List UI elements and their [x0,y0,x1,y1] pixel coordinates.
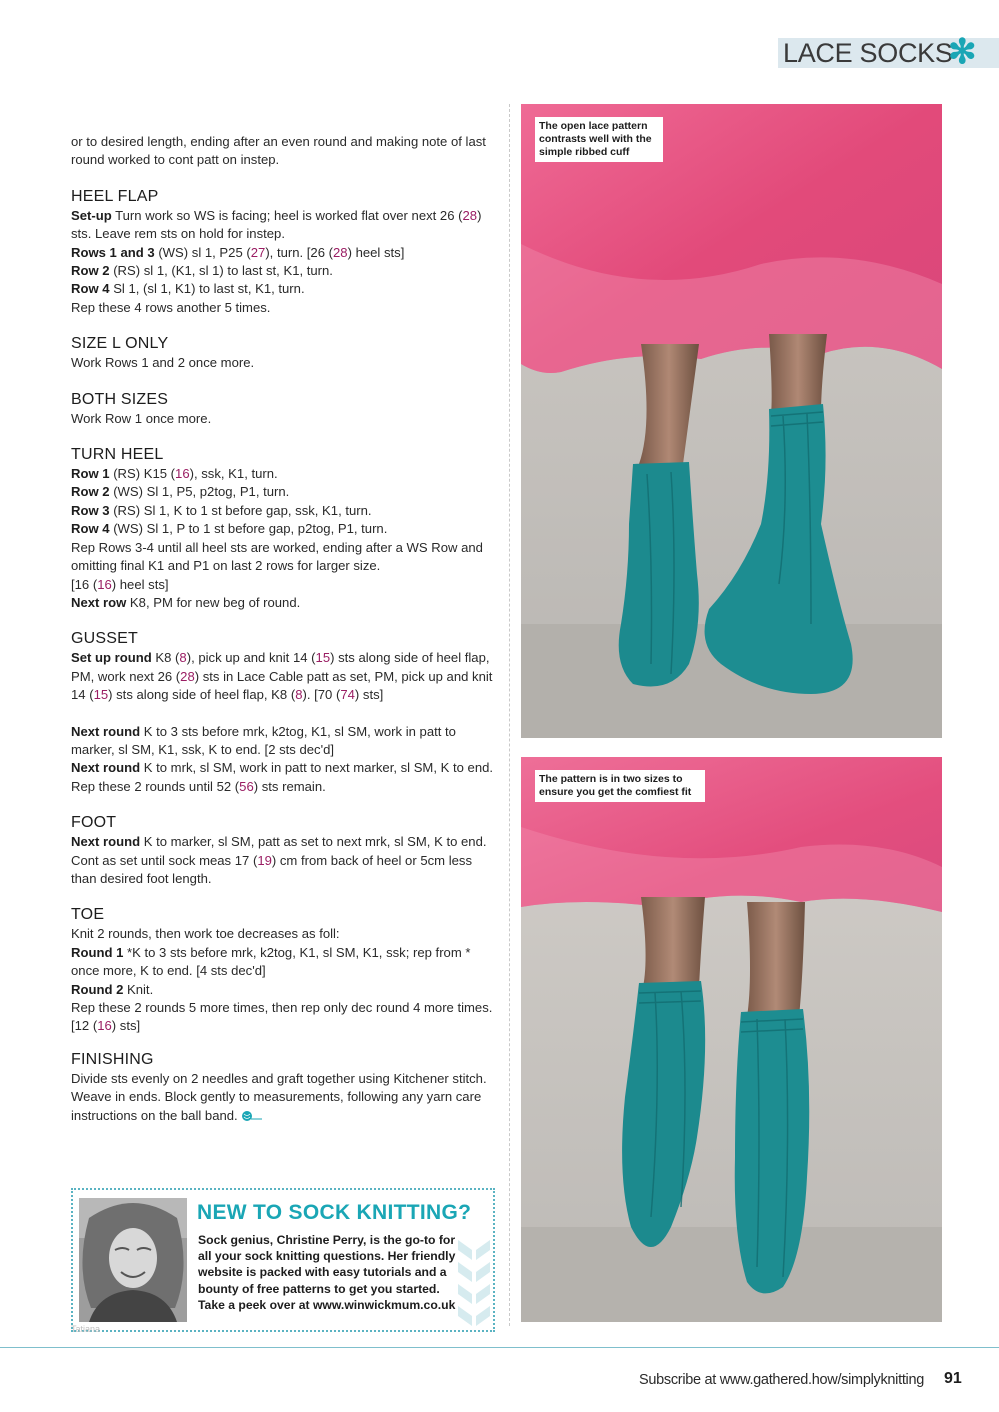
turn-heel-row-4: Row 4 (WS) Sl 1, P to 1 st before gap, p2tog, P1, turn. [71,521,388,537]
heel-flap-section [71,187,496,317]
sock-photo-front [521,104,942,738]
sock-photo-back [521,757,942,1322]
toe-round-1: Round 1 *K to 3 sts before mrk, k2tog, K1, sl SM, K1, ssk; rep from * once more, K to end. [4 sts dec'd] [71,944,471,979]
subscribe-link[interactable]: Subscribe at www.gathered.how/simplyknitting [639,1372,924,1388]
finishing-heading: FINISHING [71,1050,154,1068]
heel-flap-row-2: Row 2 (RS) sl 1, (K1, sl 1) to last st, K1, turn. [71,263,333,279]
turn-heel-section [71,445,496,612]
photo-credit: Tatiana [71,1324,101,1334]
turn-heel-next-row: Next row K8, PM for new beg of round. [71,594,301,610]
turn-heel-count: [16 (16) heel sts] [71,576,169,592]
promo-title: NEW TO SOCK KNITTING? [197,1201,472,1224]
finishing-section [71,1050,496,1127]
turn-heel-row-3: Row 3 (RS) Sl 1, K to 1 st before gap, ssk, K1, turn. [71,502,372,518]
gusset-section [71,629,496,796]
size-l-text: Work Rows 1 and 2 once more. [71,355,255,371]
toe-section [71,905,496,1035]
footer-rule [0,1347,999,1348]
heel-flap-row-4: Row 4 Sl 1, (sl 1, K1) to last st, K1, turn. [71,281,305,297]
column-divider [509,104,510,1326]
heel-flap-setup: Set-up Turn work so WS is facing; heel is worked flat over next 26 (28) sts. Leave rem sts on hold for instep. [71,207,482,242]
photo-caption-2: The pattern is in two sizes to ensure you get the comfiest fit [535,770,705,802]
both-sizes-text: Work Row 1 once more. [71,410,212,426]
promo-box [71,1188,495,1332]
foot-section [71,813,496,888]
finishing-text: Divide sts evenly on 2 needles and graft together using Kitchener stitch. Weave in ends. Block gently to measurements, following any yarn care instructions on the ball band. [71,1070,496,1127]
both-sizes-section [71,390,496,428]
page-number: 91 [944,1370,962,1387]
christine-perry-portrait [79,1198,187,1322]
gusset-next-round-1: Next round K to 3 sts before mrk, k2tog, K1, sl SM, work in patt to marker, sl SM, K1, ssk, K to end. [2 sts dec'd] [71,723,456,757]
toe-heading: TOE [71,906,105,924]
gusset-heading: GUSSET [71,630,138,648]
knit-stitch-icon [456,1240,492,1328]
both-sizes-heading: BOTH SIZES [71,390,169,408]
toe-round-2: Round 2 Knit. [71,981,154,997]
section-title: LACE SOCKS [783,38,953,68]
yarn-ball-icon [241,1109,263,1127]
heel-flap-repeat: Rep these 4 rows another 5 times. [71,299,271,315]
gusset-setup: Set up round K8 (8), pick up and knit 14 (15) sts along side of heel flap, PM, work next 26 (28) sts in Lace Cable patt as set, PM, pick up and knit 14 (15) sts along side of heel flap, K8 (8). [70 (74) sts] [71,650,493,703]
size-l-section [71,334,496,372]
photo-caption-1: The open lace pattern contrasts well with the simple ribbed cuff [535,117,663,162]
foot-continue: Cont as set until sock meas 17 (19) cm from back of heel or 5cm less than desired foot length. [71,852,472,886]
foot-next-round: Next round K to marker, sl SM, patt as set to next mrk, sl SM, K to end. [71,834,487,850]
turn-heel-row-1: Row 1 (RS) K15 (16), ssk, K1, turn. [71,466,278,482]
toe-repeat: Rep these 2 rounds 5 more times, then rep only dec round 4 more times. [12 (16) sts] [71,1000,493,1034]
heel-flap-rows-1-3: Rows 1 and 3 (WS) sl 1, P25 (27), turn. [26 (28) heel sts] [71,244,405,260]
toe-intro: Knit 2 rounds, then work toe decreases as foll: [71,926,340,942]
size-l-heading: SIZE L ONLY [71,335,169,353]
heel-flap-heading: HEEL FLAP [71,187,159,205]
turn-heel-row-2: Row 2 (WS) Sl 1, P5, p2tog, P1, turn. [71,484,290,500]
gusset-next-round-2: Next round K to mrk, sl SM, work in patt to next marker, sl SM, K to end. [71,760,494,776]
foot-heading: FOOT [71,814,117,832]
turn-heel-repeat: Rep Rows 3-4 until all heel sts are worked, ending after a WS Row and omitting final K1 and P1 on last 2 rows for larger size. [71,539,483,574]
gusset-repeat: Rep these 2 rounds until 52 (56) sts remain. [71,778,326,794]
asterisk-icon: ✻ [948,33,977,71]
pattern-column [71,133,496,1127]
turn-heel-heading: TURN HEEL [71,446,164,464]
intro-text: or to desired length, ending after an even round and making note of last round worked to cont patt on instep. [71,134,486,168]
promo-body: Sock genius, Christine Perry, is the go-to for all your sock knitting questions. Her friendly website is packed with easy tutorials and a bounty of free patterns to get you started. Take a peek over at www.winwickmum.co.uk [198,1233,456,1312]
